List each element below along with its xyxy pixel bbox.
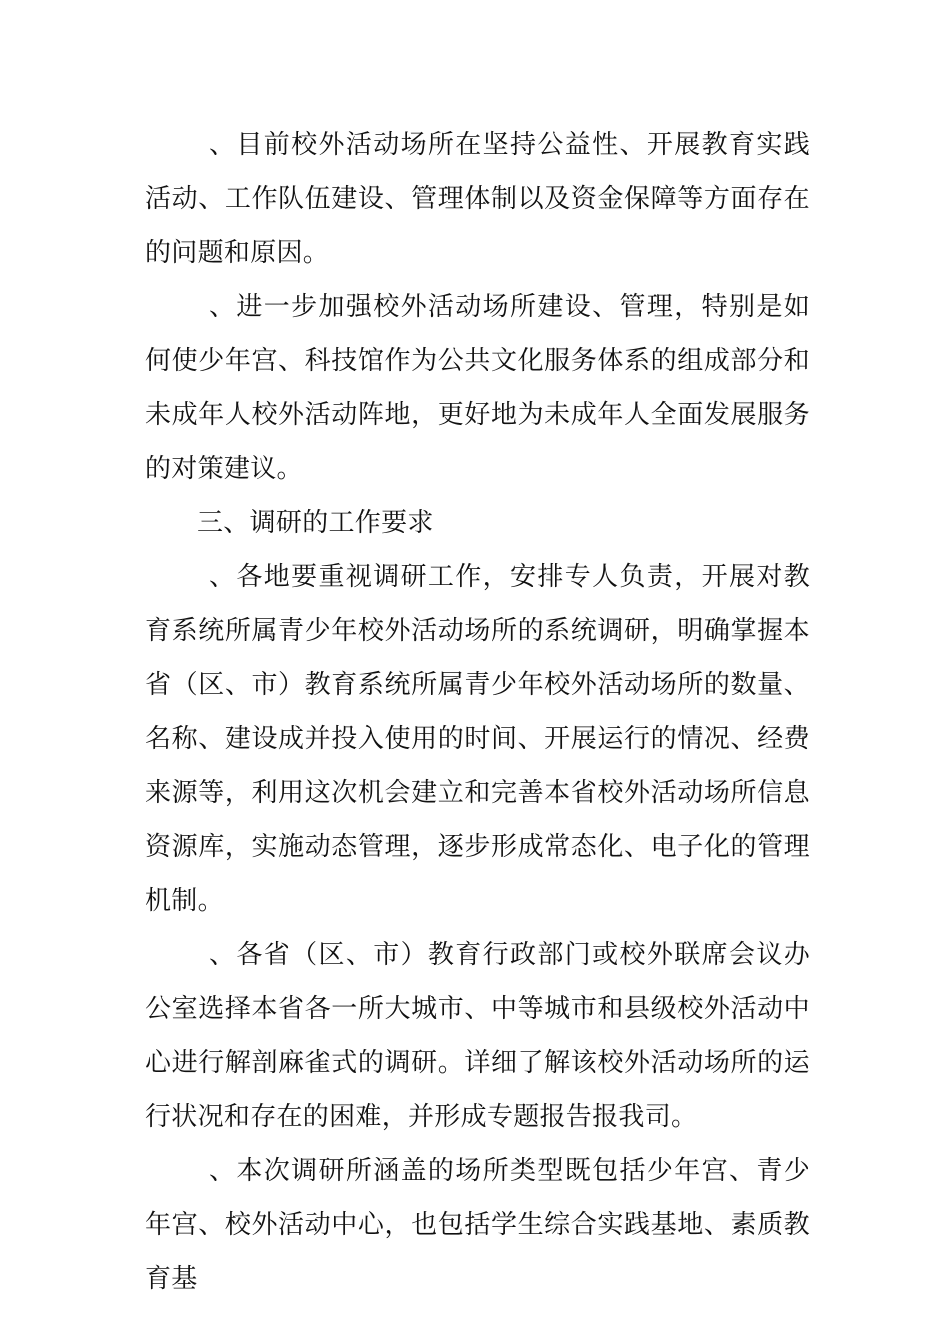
- paragraph-problems-and-causes: 、目前校外活动场所在坚持公益性、开展教育实践活动、工作队伍建设、管理体制以及资金保障等方面存在的问题和原因。: [145, 130, 810, 268]
- paragraph-system-survey: 、各地要重视调研工作，安排专人负责，开展对教育系统所属青少年校外活动场所的系统调研，明确掌握本省（区、市）教育系统所属青少年校外活动场所的数量、名称、建设成并投入使用的时间、开展运行的情况、经费来源等，利用这次机会建立和完善本省校外活动场所信息资源库，实施动态管理，逐步形成常态化、电子化的管理机制。: [145, 562, 810, 916]
- document-body: [145, 118, 810, 1306]
- section-heading-requirements: 三、调研的工作要求: [197, 508, 434, 538]
- paragraph-countermeasures: 、进一步加强校外活动场所建设、管理，特别是如何使少年宫、科技馆作为公共文化服务体系的组成部分和未成年人校外活动阵地，更好地为未成年人全面发展服务的对策建议。: [145, 292, 810, 484]
- paragraph-case-study: 、各省（区、市）教育行政部门或校外联席会议办公室选择本省各一所大城市、中等城市和县级校外活动中心进行解剖麻雀式的调研。详细了解该校外活动场所的运行状况和存在的困难，并形成专题报告报我司。: [145, 940, 810, 1132]
- paragraph-venue-types: 、本次调研所涵盖的场所类型既包括少年宫、青少年宫、校外活动中心，也包括学生综合实践基地、素质教育基: [145, 1156, 810, 1294]
